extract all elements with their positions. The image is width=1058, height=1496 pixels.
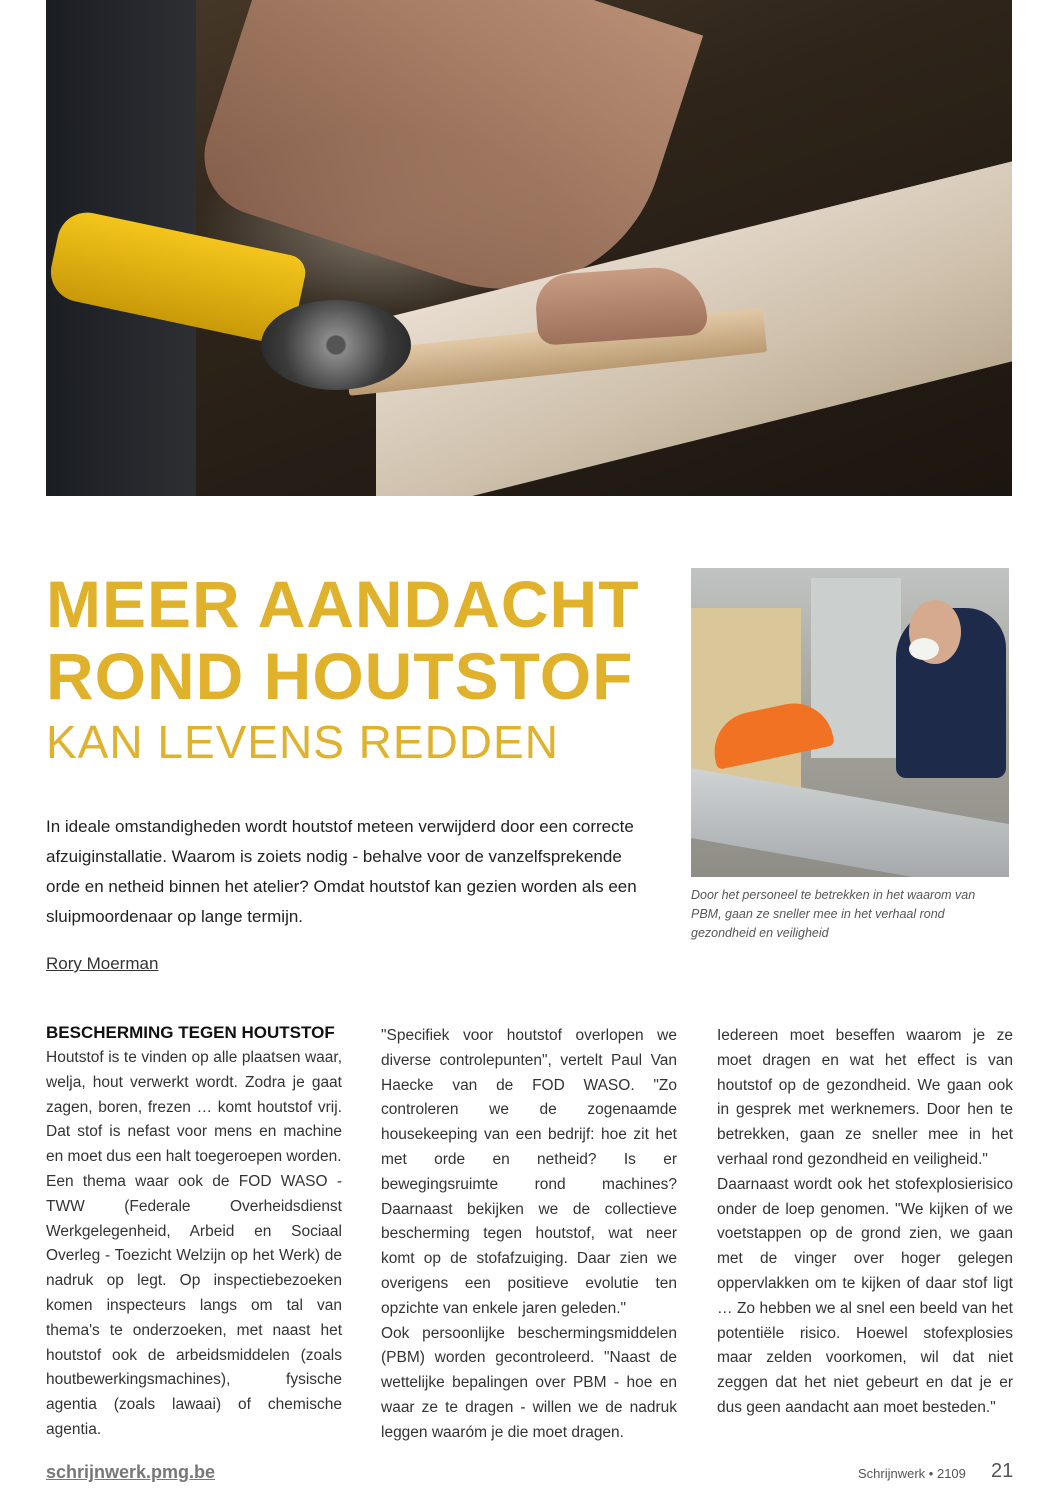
paragraph: Een thema waar ook de FOD WASO - TWW (Federale Overheidsdienst Werkgelegenheid, Arbeid en Sociaal Overleg - Toezicht Welzijn op het Werk) de nadruk op legt. Op inspectiebezoeken komen inspecteurs langs om tal van thema's te onderzoeken, met naast het houtstof ook de arbeidsmiddelen (zoals houtbewerkingsmachines), fysische agentia (zoals lawaai) of chemische agentia.: [46, 1172, 342, 1438]
headline-subtitle: KAN LEVENS REDDEN: [46, 716, 559, 768]
article-column-3: [717, 1024, 1013, 1421]
paragraph: Iedereen moet beseffen waarom je ze moet dragen en wat het effect is van houtstof op de gezondheid. We gaan ook in gesprek met werknemers. Door hen te betrekken, gaan ze sneller mee in het verhaal rond gezondheid en veiligheid.": [717, 1027, 1013, 1168]
headline: [46, 568, 666, 712]
intro-paragraph: In ideale omstandigheden wordt houtstof meteen verwijderd door een correcte afzuiginstallatie. Waarom is zoiets nodig - behalve voor de vanzelfsprekende orde en netheid binnen het atelier? Omdat houtstof kan gezien worden als een sluipmoordenaar op lange termijn.: [46, 817, 637, 926]
section-heading: BESCHERMING TEGEN HOUTSTOF: [46, 1023, 335, 1042]
dust-mask-shape: [909, 638, 939, 660]
paragraph: "Specifiek voor houtstof overlopen we diverse controlepunten", vertelt Paul Van Haecke van de FOD WASO. "Zo controleren we de zogenaamde housekeeping van een bedrijf: hoe zit het met orde en netheid? Is er bewegingsruimte rond machines? Daarnaast bekijken we de collectieve bescherming tegen houtstof, wat neer komt op de stofafzuiging. Daar zien we overigens een positieve evolutie ten opzichte van enkele jaren geleden.": [381, 1027, 677, 1317]
paragraph: Daarnaast wordt ook het stofexplosierisico onder de loep genomen. "We kijken of we voetstappen op de grond zien, we gaan met de vinger over hoger gelegen oppervlakken om te kijken of daar stof ligt … Zo hebben we al snel een beeld van het potentiële risico. Hoewel stofexplosies maar zelden voorkomen, wil dat niet zeggen dat het niet gebeurt en dat je er dus geen aandacht aan moet besteden.": [717, 1175, 1013, 1416]
paragraph: Ook persoonlijke beschermingsmiddelen (PBM) worden gecontroleerd. "Naast de wettelijke bepalingen over PBM - hoe en waar ze te dragen - willen we de nadruk leggen waaróm je die moet dragen.: [381, 1324, 677, 1441]
headline-line-2: ROND HOUTSTOF: [46, 639, 634, 713]
article-column-1: [46, 1020, 342, 1443]
footer-website-link[interactable]: schrijnwerk.pmg.be: [46, 1462, 216, 1482]
article-column-2: [381, 1024, 677, 1446]
hero-photo-grinding-wood: [46, 0, 1012, 496]
grinder-disc-shape: [261, 300, 411, 390]
author-link[interactable]: Rory Moerman: [46, 954, 159, 973]
page-number: 21: [991, 1460, 1014, 1482]
hand-shape: [534, 264, 708, 346]
photo-caption: Door het personeel te betrekken in het waarom van PBM, gaan ze sneller mee in het verhaal rond gezondheid en veiligheid: [691, 888, 976, 940]
saw-rail-shape: [691, 768, 1009, 877]
headline-line-1: MEER AANDACHT: [46, 567, 640, 641]
footer-magazine-issue: Schrijnwerk • 2109: [858, 1466, 966, 1481]
paragraph: Houtstof is te vinden op alle plaatsen waar, welja, hout verwerkt wordt. Zodra je gaat zagen, boren, frezen … komt houtstof vrij. Dat stof is nefast voor mens en machine en moet dus een halt toegeroepen worden.: [46, 1049, 342, 1166]
sawing-photo: [691, 568, 1009, 877]
